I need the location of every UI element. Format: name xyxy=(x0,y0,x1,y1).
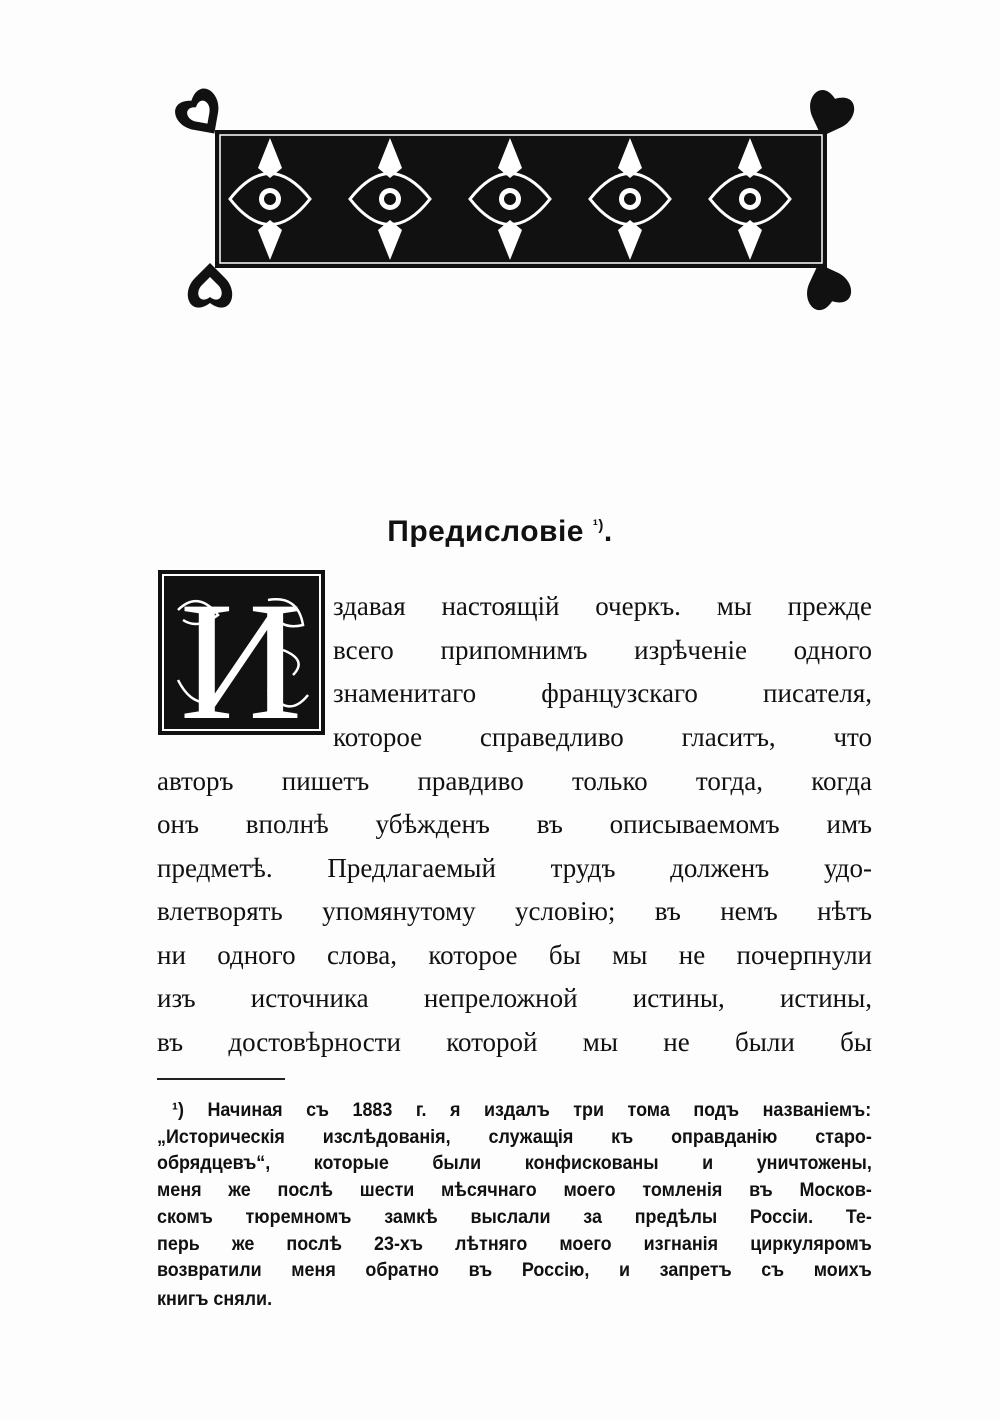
footnote-line: перь же послѣ 23-хъ лѣтняго моего изгнанія циркуляромъ xyxy=(157,1233,872,1255)
body-line: всего припомнимъ изрѣченіе одного xyxy=(333,635,872,665)
body-line: которое справедливо гласитъ, что xyxy=(333,722,872,752)
body-line: влетворять упомянутому условію; въ немъ нѣтъ xyxy=(157,896,872,926)
drop-cap-initial xyxy=(158,570,325,735)
footnote-reference: ¹) xyxy=(592,517,604,534)
body-line: авторъ пишетъ правдиво только тогда, когда xyxy=(157,766,872,796)
title-text: Предисловіе xyxy=(387,515,584,548)
footnote-line: меня же послѣ шести мѣсячнаго моего томленія въ Москов- xyxy=(157,1179,872,1201)
drop-cap-letter: И xyxy=(179,570,303,735)
body-line: изъ источника непреложной истины, истины, xyxy=(157,983,872,1013)
footnote-line: обрядцевъ“, которые были конфискованы и уничтожены, xyxy=(157,1152,872,1174)
footnote-line: „Историческія изслѣдованія, служащія къ оправданію старо- xyxy=(157,1126,872,1148)
footnote-divider xyxy=(157,1078,285,1080)
footnote-line: книгъ сняли. xyxy=(157,1288,273,1310)
heart-icon xyxy=(188,263,232,308)
body-line: въ достовѣрности которой мы не были бы xyxy=(157,1027,872,1057)
page-title: Предисловіе $^{^1)}$. xyxy=(387,515,613,548)
body-line: здавая настоящій очеркъ. мы прежде xyxy=(333,591,872,621)
body-line: знаменитаго французскаго писателя, xyxy=(333,678,872,708)
body-line: предметѣ. Предлагаемый трудъ долженъ удо- xyxy=(157,853,872,883)
headpiece-ornament xyxy=(170,78,862,323)
footnote-line: возвратили меня обратно въ Россію, и запретъ съ моихъ xyxy=(157,1259,872,1281)
footnote-line: ¹) Начиная съ 1883 г. я издалъ три тома подъ названіемъ: xyxy=(172,1099,872,1121)
body-line: онъ вполнѣ убѣжденъ въ описываемомъ имъ xyxy=(157,809,872,839)
footnote-line: скомъ тюремномъ замкѣ выслали за предѣлы Россіи. Те- xyxy=(157,1206,872,1228)
body-line: ни одного слова, которое бы мы не почерпнули xyxy=(157,940,872,970)
